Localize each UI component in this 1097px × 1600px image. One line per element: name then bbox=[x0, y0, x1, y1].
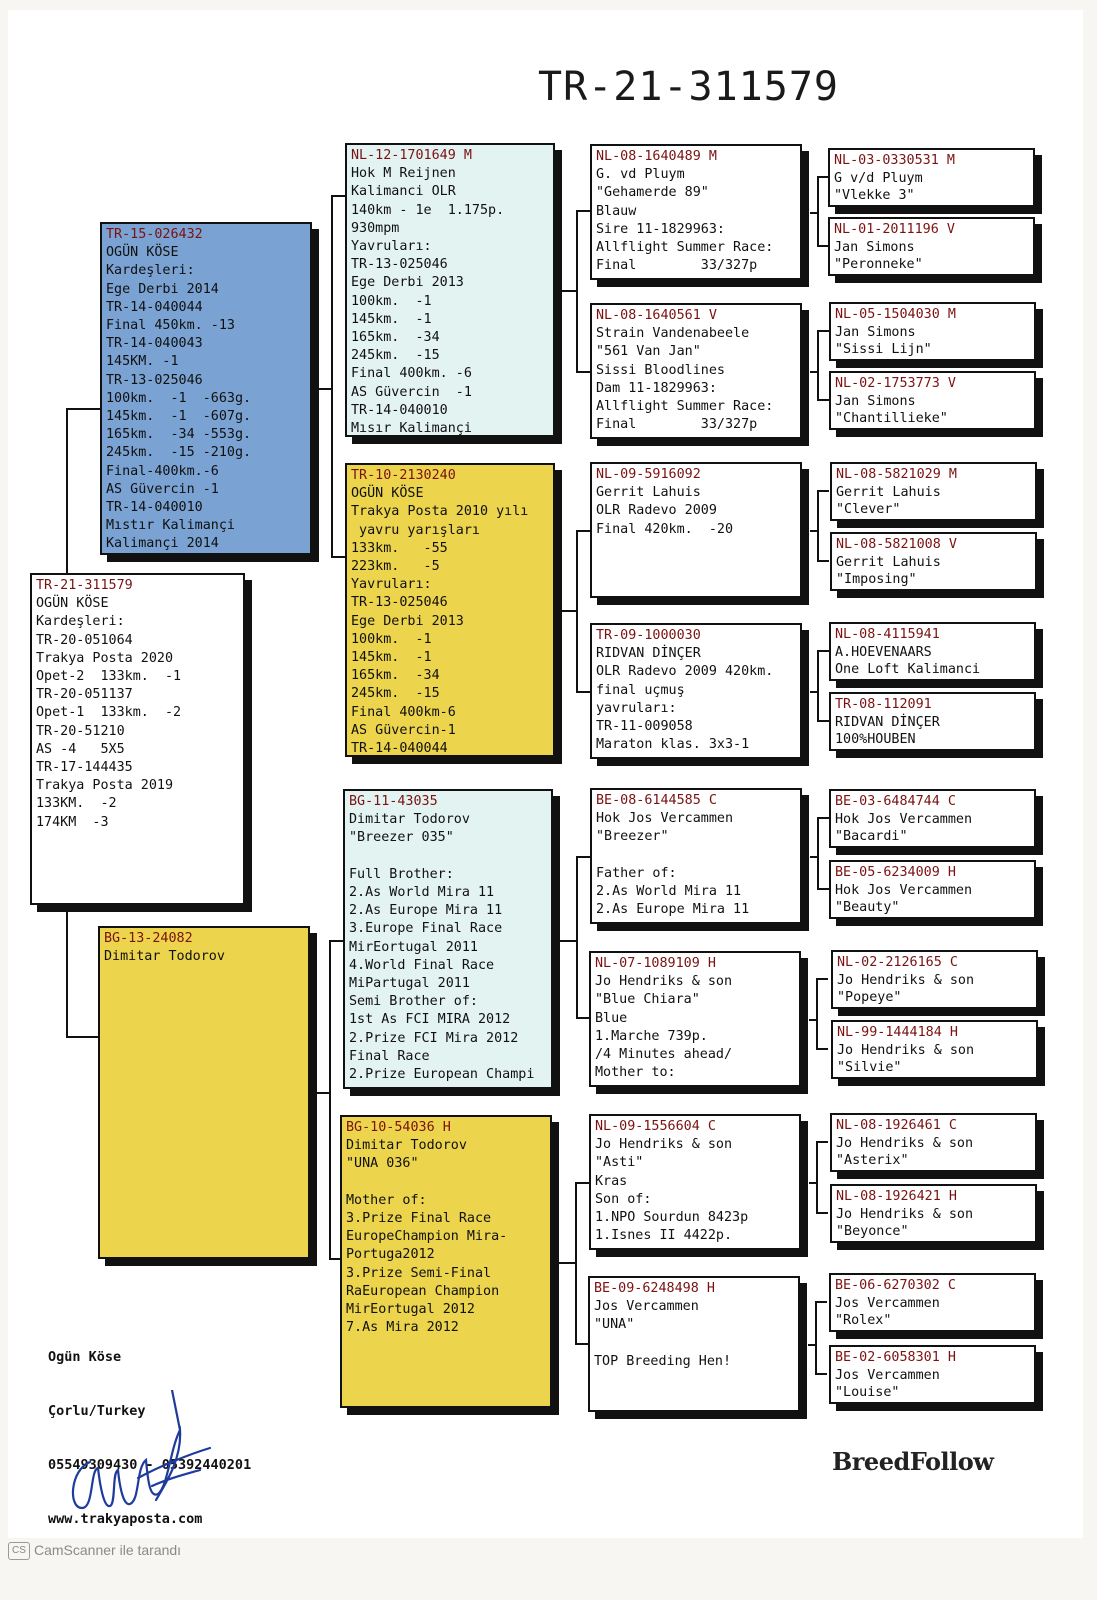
pedigree-line: Yavruları: bbox=[351, 577, 432, 593]
pedigree-line: "Silvie" bbox=[837, 1060, 902, 1076]
ring-number: TR-15-026432 bbox=[106, 227, 203, 242]
pedigree-line: 245km. -15 bbox=[351, 686, 440, 702]
connector-line bbox=[817, 330, 819, 401]
pedigree-line: Mısır Kalimançi bbox=[351, 421, 472, 437]
pedigree-line: 100km. -1 -663g. bbox=[106, 390, 252, 406]
pedigree-line: Kardeşleri: bbox=[106, 263, 195, 279]
pedigree-line: 1.NPO Sourdun 8423p bbox=[595, 1210, 749, 1226]
scanner-footer bbox=[0, 1538, 1097, 1600]
pedigree-line: G v/d Pluym bbox=[834, 170, 923, 186]
ring-number: NL-08-5821029 M bbox=[836, 467, 957, 482]
ring-number: BG-10-54036 H bbox=[346, 1120, 451, 1135]
pedigree-line: Jos Vercammen bbox=[594, 1299, 699, 1315]
pedigree-line: TR-11-009058 bbox=[596, 719, 693, 735]
pedigree-line: Jos Vercammen bbox=[835, 1295, 940, 1311]
gen4-box bbox=[588, 1276, 800, 1412]
gen4-box bbox=[589, 951, 801, 1087]
pedigree-line: 165km. -34 bbox=[351, 668, 440, 684]
connector-line bbox=[575, 1182, 589, 1184]
connector-line bbox=[312, 388, 332, 390]
ring-number: BE-08-6144585 C bbox=[596, 793, 717, 808]
pedigree-line: "Clever" bbox=[836, 502, 901, 518]
gen5-box bbox=[829, 692, 1036, 751]
connector-line bbox=[66, 408, 102, 410]
gen5-box bbox=[830, 462, 1037, 521]
connector-line bbox=[817, 176, 819, 247]
pedigree-line: "Gehamerde 89" bbox=[596, 185, 709, 201]
gen5-box bbox=[829, 1273, 1036, 1332]
pedigree-line: TR-14-040010 bbox=[351, 402, 448, 418]
pedigree-line: 245km. -15 bbox=[351, 348, 440, 364]
pedigree-line: TR-20-051064 bbox=[36, 632, 133, 648]
gen5-box bbox=[829, 789, 1036, 848]
pedigree-line: Yavruları: bbox=[351, 239, 432, 255]
contact-location: Çorlu/Turkey bbox=[48, 1403, 146, 1419]
camscanner-icon: CS bbox=[8, 1542, 30, 1560]
pedigree-line: Jo Hendriks & son bbox=[836, 1135, 974, 1151]
ring-number: TR-08-112091 bbox=[835, 697, 932, 712]
pedigree-line: 174KM -3 bbox=[36, 814, 109, 830]
connector-line bbox=[816, 1048, 828, 1050]
pedigree-line bbox=[596, 847, 796, 865]
pedigree-line: "Imposing" bbox=[836, 572, 917, 588]
pedigree-line: OLR Radevo 2009 bbox=[596, 503, 717, 519]
pedigree-line: 145km. -1 bbox=[351, 311, 432, 327]
ring-number: NL-12-1701649 M bbox=[351, 148, 472, 163]
gen3-box bbox=[345, 143, 555, 437]
pedigree-line: MirEortugal 2011 bbox=[349, 939, 478, 955]
ring-number: NL-99-1444184 H bbox=[837, 1025, 958, 1040]
gen4-box bbox=[590, 788, 802, 924]
ring-number: NL-08-1926421 H bbox=[836, 1189, 957, 1204]
ring-number: NL-01-2011196 V bbox=[834, 222, 955, 237]
pedigree-line: Final 400km. -6 bbox=[351, 366, 472, 382]
gen5-box bbox=[828, 148, 1035, 207]
gen5-box bbox=[830, 1113, 1037, 1172]
connector-line bbox=[576, 371, 590, 373]
connector-line bbox=[555, 290, 577, 292]
connector-line bbox=[575, 1182, 577, 1345]
pedigree-line: TR-13-025046 bbox=[106, 372, 203, 388]
pedigree-line: MiPartugal 2011 bbox=[349, 976, 470, 992]
gen3-box bbox=[343, 789, 553, 1089]
pedigree-line: Father of: bbox=[596, 865, 677, 881]
gen5-box bbox=[829, 622, 1036, 681]
pedigree-line: 2.As Europe Mira 11 bbox=[596, 902, 750, 918]
pedigree-line: G. vd Pluym bbox=[596, 167, 685, 183]
pedigree-line: RIDVAN DİNÇER bbox=[596, 646, 701, 662]
connector-line bbox=[66, 905, 68, 1037]
connector-line bbox=[817, 650, 819, 722]
connector-line bbox=[555, 610, 577, 612]
pedigree-line: Ege Derbi 2013 bbox=[351, 613, 464, 629]
pedigree-line: Jan Simons bbox=[835, 393, 916, 409]
pedigree-line: 100%HOUBEN bbox=[835, 732, 916, 748]
pedigree-line: Mother to: bbox=[595, 1065, 676, 1081]
pedigree-line: RaEuropean Champion bbox=[346, 1283, 500, 1299]
pedigree-line: 165km. -34 -553g. bbox=[106, 427, 252, 443]
pedigree-line: "Asti" bbox=[595, 1155, 644, 1171]
ring-number: TR-10-2130240 bbox=[351, 468, 456, 483]
connector-line bbox=[576, 1017, 590, 1019]
pedigree-line: "561 Van Jan" bbox=[596, 344, 701, 360]
pedigree-line: "Breezer" bbox=[596, 829, 669, 845]
connector-line bbox=[575, 1343, 589, 1345]
pedigree-title: TR-21-311579 bbox=[538, 64, 839, 110]
pedigree-line: Hok M Reijnen bbox=[351, 166, 456, 182]
connector-line bbox=[576, 530, 578, 693]
pedigree-line: TR-13-025046 bbox=[351, 257, 448, 273]
connector-line bbox=[817, 817, 819, 890]
pedigree-line: EuropeChampion Mira- bbox=[346, 1229, 508, 1245]
pedigree-line: "Breezer 035" bbox=[349, 830, 454, 846]
connector-line bbox=[815, 1301, 827, 1303]
pedigree-line: Dimitar Todorov bbox=[346, 1138, 467, 1154]
pedigree-line: Mother of: bbox=[346, 1192, 427, 1208]
pedigree-line: OGÜN KÖSE bbox=[106, 245, 179, 261]
pedigree-line: 100km. -1 bbox=[351, 631, 432, 647]
connector-line bbox=[576, 530, 590, 532]
pedigree-line: Final-400km.-6 bbox=[106, 463, 219, 479]
pedigree-line: OGÜN KÖSE bbox=[351, 486, 424, 502]
pedigree-line: Hok Jos Vercammen bbox=[596, 811, 734, 827]
connector-line bbox=[817, 490, 829, 492]
pedigree-line: 2.As World Mira 11 bbox=[349, 885, 495, 901]
pedigree-line: 145km. -1 -607g. bbox=[106, 409, 252, 425]
gen1-subject-box bbox=[30, 573, 245, 905]
connector-line bbox=[817, 399, 829, 401]
ring-number: BG-13-24082 bbox=[104, 931, 193, 946]
ring-number: TR-09-1000030 bbox=[596, 628, 701, 643]
pedigree-line: 140km - 1e 1.175p. bbox=[351, 202, 505, 218]
connector-line bbox=[817, 560, 829, 562]
pedigree-line: Kardeşleri: bbox=[36, 614, 125, 630]
pedigree-line: Kalimanci OLR bbox=[351, 184, 456, 200]
pedigree-line: 3.Europe Final Race bbox=[349, 921, 503, 937]
gen5-box bbox=[831, 1020, 1038, 1079]
pedigree-line: "Beyonce" bbox=[836, 1224, 909, 1240]
pedigree-line: "Beauty" bbox=[835, 900, 900, 916]
pedigree-line: 245km. -15 -210g. bbox=[106, 445, 252, 461]
pedigree-line: Trakya Posta 2020 bbox=[36, 650, 174, 666]
pedigree-line: TR-14-040043 bbox=[106, 336, 203, 352]
pedigree-line: Sire 11-1829963: bbox=[596, 221, 725, 237]
gen5-box bbox=[829, 302, 1036, 361]
ring-number: NL-08-4115941 bbox=[835, 627, 940, 642]
pedigree-line: Mıstır Kalimançi bbox=[106, 518, 235, 534]
gen2-sire-box bbox=[100, 222, 312, 555]
pedigree-line: 1st As FCI MIRA 2012 bbox=[349, 1012, 511, 1028]
gen4-box bbox=[590, 144, 802, 280]
pedigree-line: Dimitar Todorov bbox=[349, 812, 470, 828]
pedigree-line: "Chantillieke" bbox=[835, 411, 948, 427]
connector-line bbox=[816, 978, 828, 980]
pedigree-line: TR-14-040044 bbox=[106, 299, 203, 315]
pedigree-line: 133km. -55 bbox=[351, 540, 448, 556]
ring-number: NL-08-5821008 V bbox=[836, 537, 957, 552]
gen5-box bbox=[831, 950, 1038, 1009]
ring-number: BE-02-6058301 H bbox=[835, 1350, 956, 1365]
camscanner-text: CamScanner ile tarandı bbox=[34, 1542, 182, 1558]
handwritten-signature bbox=[60, 1390, 220, 1520]
connector-line bbox=[66, 408, 68, 573]
pedigree-line: "UNA 036" bbox=[346, 1156, 419, 1172]
pedigree-line: "Sissi Lijn" bbox=[835, 342, 932, 358]
pedigree-line: Allflight Summer Race: bbox=[596, 399, 774, 415]
pedigree-line: TR-20-051137 bbox=[36, 687, 133, 703]
pedigree-line: Final 400km-6 bbox=[351, 704, 456, 720]
pedigree-line: Dimitar Todorov bbox=[104, 949, 225, 965]
pedigree-line: Ege Derbi 2014 bbox=[106, 281, 219, 297]
pedigree-line: Gerrit Lahuis bbox=[596, 485, 701, 501]
pedigree-line: Jan Simons bbox=[835, 324, 916, 340]
gen5-box bbox=[829, 371, 1036, 430]
ring-number: NL-02-2126165 C bbox=[837, 955, 958, 970]
pedigree-line: AS Güvercin -1 bbox=[351, 384, 472, 400]
pedigree-line: "Peronneke" bbox=[834, 257, 923, 273]
connector-line bbox=[817, 490, 819, 562]
pedigree-line: 133KM. -2 bbox=[36, 796, 117, 812]
connector-line bbox=[817, 650, 829, 652]
pedigree-line: Hok Jos Vercammen bbox=[835, 811, 973, 827]
pedigree-line: Kras bbox=[595, 1173, 628, 1189]
gen4-box bbox=[590, 623, 802, 759]
pedigree-line: Final Race bbox=[349, 1048, 430, 1064]
pedigree-line: yavruları: bbox=[596, 700, 677, 716]
pedigree-line: TR-20-51210 bbox=[36, 723, 125, 739]
pedigree-line: Portuga2012 bbox=[346, 1247, 435, 1263]
pedigree-line: RIDVAN DİNÇER bbox=[835, 714, 940, 730]
pedigree-line: "Blue Chiara" bbox=[595, 992, 700, 1008]
gen5-box bbox=[829, 1345, 1036, 1404]
pedigree-line: Final 33/327p bbox=[596, 258, 758, 274]
pedigree-line: "Popeye" bbox=[837, 990, 902, 1006]
pedigree-line: AS Güvercin -1 bbox=[106, 481, 219, 497]
connector-line bbox=[816, 1212, 828, 1214]
pedigree-line: 145KM. -1 bbox=[106, 354, 179, 370]
gen4-box bbox=[590, 462, 802, 598]
connector-line bbox=[817, 720, 829, 722]
pedigree-line: MirEortugal 2012 bbox=[346, 1302, 475, 1318]
pedigree-line: Kalimançi 2014 bbox=[106, 536, 219, 552]
connector-line bbox=[553, 940, 577, 942]
gen5-box bbox=[830, 532, 1037, 591]
pedigree-line: 2.Prize FCI Mira 2012 bbox=[349, 1030, 519, 1046]
ring-number: NL-08-1640489 M bbox=[596, 149, 717, 164]
ring-number: BE-06-6270302 C bbox=[835, 1278, 956, 1293]
pedigree-line: Jan Simons bbox=[834, 239, 915, 255]
pedigree-line: 100km. -1 bbox=[351, 293, 432, 309]
pedigree-line: Trakya Posta 2019 bbox=[36, 778, 174, 794]
pedigree-line: "Louise" bbox=[835, 1385, 900, 1401]
pedigree-line: Final 33/327p bbox=[596, 417, 758, 433]
pedigree-line: Jo Hendriks & son bbox=[837, 972, 975, 988]
ring-number: BE-05-6234009 H bbox=[835, 865, 956, 880]
contact-phones: 05549309430 - 05392440201 bbox=[48, 1457, 252, 1473]
ring-number: NL-02-1753773 V bbox=[835, 376, 956, 391]
pedigree-line: Hok Jos Vercammen bbox=[835, 882, 973, 898]
ring-number: BE-03-6484744 C bbox=[835, 794, 956, 809]
brand-logo: BreedFollow bbox=[832, 1447, 994, 1476]
gen3-box bbox=[340, 1115, 552, 1408]
connector-line bbox=[310, 1092, 330, 1094]
pedigree-line: OGÜN KÖSE bbox=[36, 596, 109, 612]
pedigree-line: TR-17-144435 bbox=[36, 760, 133, 776]
connector-line bbox=[816, 978, 818, 1050]
connector-line bbox=[576, 210, 578, 373]
pedigree-line: Final 450km. -13 bbox=[106, 318, 235, 334]
pedigree-line: Son of: bbox=[595, 1191, 652, 1207]
pedigree-line: 2.As Europe Mira 11 bbox=[349, 903, 503, 919]
pedigree-line: final uçmuş bbox=[596, 682, 685, 698]
pedigree-line: Final 420km. -20 bbox=[596, 521, 734, 537]
gen5-box bbox=[829, 860, 1036, 919]
connector-line bbox=[576, 856, 590, 858]
pedigree-line bbox=[346, 1174, 546, 1192]
pedigree-line: 4.World Final Race bbox=[349, 957, 495, 973]
contact-name: Ogün Köse bbox=[48, 1349, 122, 1365]
pedigree-line: 145km. -1 bbox=[351, 650, 432, 666]
gen5-box bbox=[828, 217, 1035, 276]
ring-number: NL-08-1926461 C bbox=[836, 1118, 957, 1133]
pedigree-line: AS Güvercin-1 bbox=[351, 722, 456, 738]
gen5-box bbox=[830, 1184, 1037, 1243]
pedigree-line: "Vlekke 3" bbox=[834, 188, 915, 204]
pedigree-line: OLR Radevo 2009 420km. bbox=[596, 664, 774, 680]
pedigree-line bbox=[594, 1335, 794, 1353]
pedigree-line: Opet-2 133km. -1 bbox=[36, 669, 182, 685]
pedigree-line: Dam 11-1829963: bbox=[596, 380, 717, 396]
gen2-dam-box bbox=[98, 926, 310, 1259]
ring-number: NL-08-1640561 V bbox=[596, 308, 717, 323]
pedigree-line: "UNA" bbox=[594, 1317, 635, 1333]
connector-line bbox=[816, 1141, 818, 1214]
ring-number: NL-05-1504030 M bbox=[835, 307, 956, 322]
connector-line bbox=[552, 1262, 576, 1264]
ring-number: BG-11-43035 bbox=[349, 794, 438, 809]
ring-number: NL-09-1556604 C bbox=[595, 1119, 716, 1134]
connector-line bbox=[816, 1141, 828, 1143]
pedigree-line: 223km. -5 bbox=[351, 559, 440, 575]
connector-line bbox=[576, 210, 590, 212]
pedigree-line: 3.Prize Final Race bbox=[346, 1211, 492, 1227]
pedigree-line: Jos Vercammen bbox=[835, 1367, 940, 1383]
ring-number: BE-09-6248498 H bbox=[594, 1281, 715, 1296]
pedigree-line: 2.As World Mira 11 bbox=[596, 884, 742, 900]
gen3-box bbox=[345, 463, 555, 757]
pedigree-line: Allflight Summer Race: bbox=[596, 240, 774, 256]
pedigree-line: Jo Hendriks & son bbox=[836, 1206, 974, 1222]
contact-website[interactable]: www.trakyaposta.com bbox=[48, 1511, 203, 1527]
pedigree-line: A.HOEVENAARS bbox=[835, 644, 932, 660]
pedigree-line: 3.Prize Semi-Final bbox=[346, 1265, 492, 1281]
pedigree-line: 1.Isnes II 4422p. bbox=[595, 1228, 733, 1244]
connector-line bbox=[66, 1036, 100, 1038]
pedigree-line: Jo Hendriks & son bbox=[595, 974, 733, 990]
pedigree-line: Blue bbox=[595, 1010, 628, 1026]
pedigree-line: Sissi Bloodlines bbox=[596, 362, 725, 378]
pedigree-line: Jo Hendriks & son bbox=[595, 1137, 733, 1153]
pedigree-line: AS -4 5X5 bbox=[36, 741, 125, 757]
connector-line bbox=[331, 195, 333, 558]
pedigree-line: Jo Hendriks & son bbox=[837, 1042, 975, 1058]
connector-line bbox=[329, 940, 331, 1260]
connector-line bbox=[576, 691, 590, 693]
pedigree-line bbox=[349, 848, 547, 866]
pedigree-line: yavru yarışları bbox=[351, 522, 480, 538]
pedigree-line: TR-13-025046 bbox=[351, 595, 448, 611]
pedigree-line: TOP Breeding Hen! bbox=[594, 1353, 732, 1369]
pedigree-line: 930mpm bbox=[351, 220, 400, 236]
pedigree-line: /4 Minutes ahead/ bbox=[595, 1047, 733, 1063]
ring-number: NL-09-5916092 bbox=[596, 467, 701, 482]
gen4-box bbox=[590, 303, 802, 439]
ring-number: NL-07-1089109 H bbox=[595, 956, 716, 971]
ring-number: NL-03-0330531 M bbox=[834, 153, 955, 168]
pedigree-line: One Loft Kalimanci bbox=[835, 662, 981, 678]
pedigree-line: Trakya Posta 2010 yılı bbox=[351, 504, 529, 520]
pedigree-line: Semi Brother of: bbox=[349, 994, 478, 1010]
pedigree-line: Opet-1 133km. -2 bbox=[36, 705, 182, 721]
pedigree-line: Blauw bbox=[596, 203, 637, 219]
pedigree-line: Strain Vandenabeele bbox=[596, 326, 750, 342]
gen4-box bbox=[589, 1114, 801, 1250]
pedigree-line: Gerrit Lahuis bbox=[836, 484, 941, 500]
connector-line bbox=[817, 330, 829, 332]
pedigree-line: 2.Prize European Champi bbox=[349, 1067, 535, 1083]
pedigree-line: TR-14-040010 bbox=[106, 500, 203, 516]
connector-line bbox=[817, 817, 829, 819]
connector-line bbox=[576, 856, 578, 1019]
pedigree-line: Full Brother: bbox=[349, 866, 454, 882]
pedigree-line: "Bacardi" bbox=[835, 829, 908, 845]
connector-line bbox=[815, 1373, 827, 1375]
pedigree-line: TR-14-040044 bbox=[351, 741, 448, 757]
pedigree-line: 7.As Mira 2012 bbox=[346, 1320, 459, 1336]
pedigree-line: Ege Derbi 2013 bbox=[351, 275, 464, 291]
pedigree-line: "Asterix" bbox=[836, 1153, 909, 1169]
pedigree-line: Gerrit Lahuis bbox=[836, 554, 941, 570]
connector-line bbox=[817, 888, 829, 890]
pedigree-line: Maraton klas. 3x3-1 bbox=[596, 737, 750, 753]
pedigree-line: 165km. -34 bbox=[351, 330, 440, 346]
ring-number: TR-21-311579 bbox=[36, 578, 133, 593]
pedigree-line: "Rolex" bbox=[835, 1313, 892, 1329]
pedigree-line: 1.Marche 739p. bbox=[595, 1028, 708, 1044]
connector-line bbox=[815, 1301, 817, 1375]
